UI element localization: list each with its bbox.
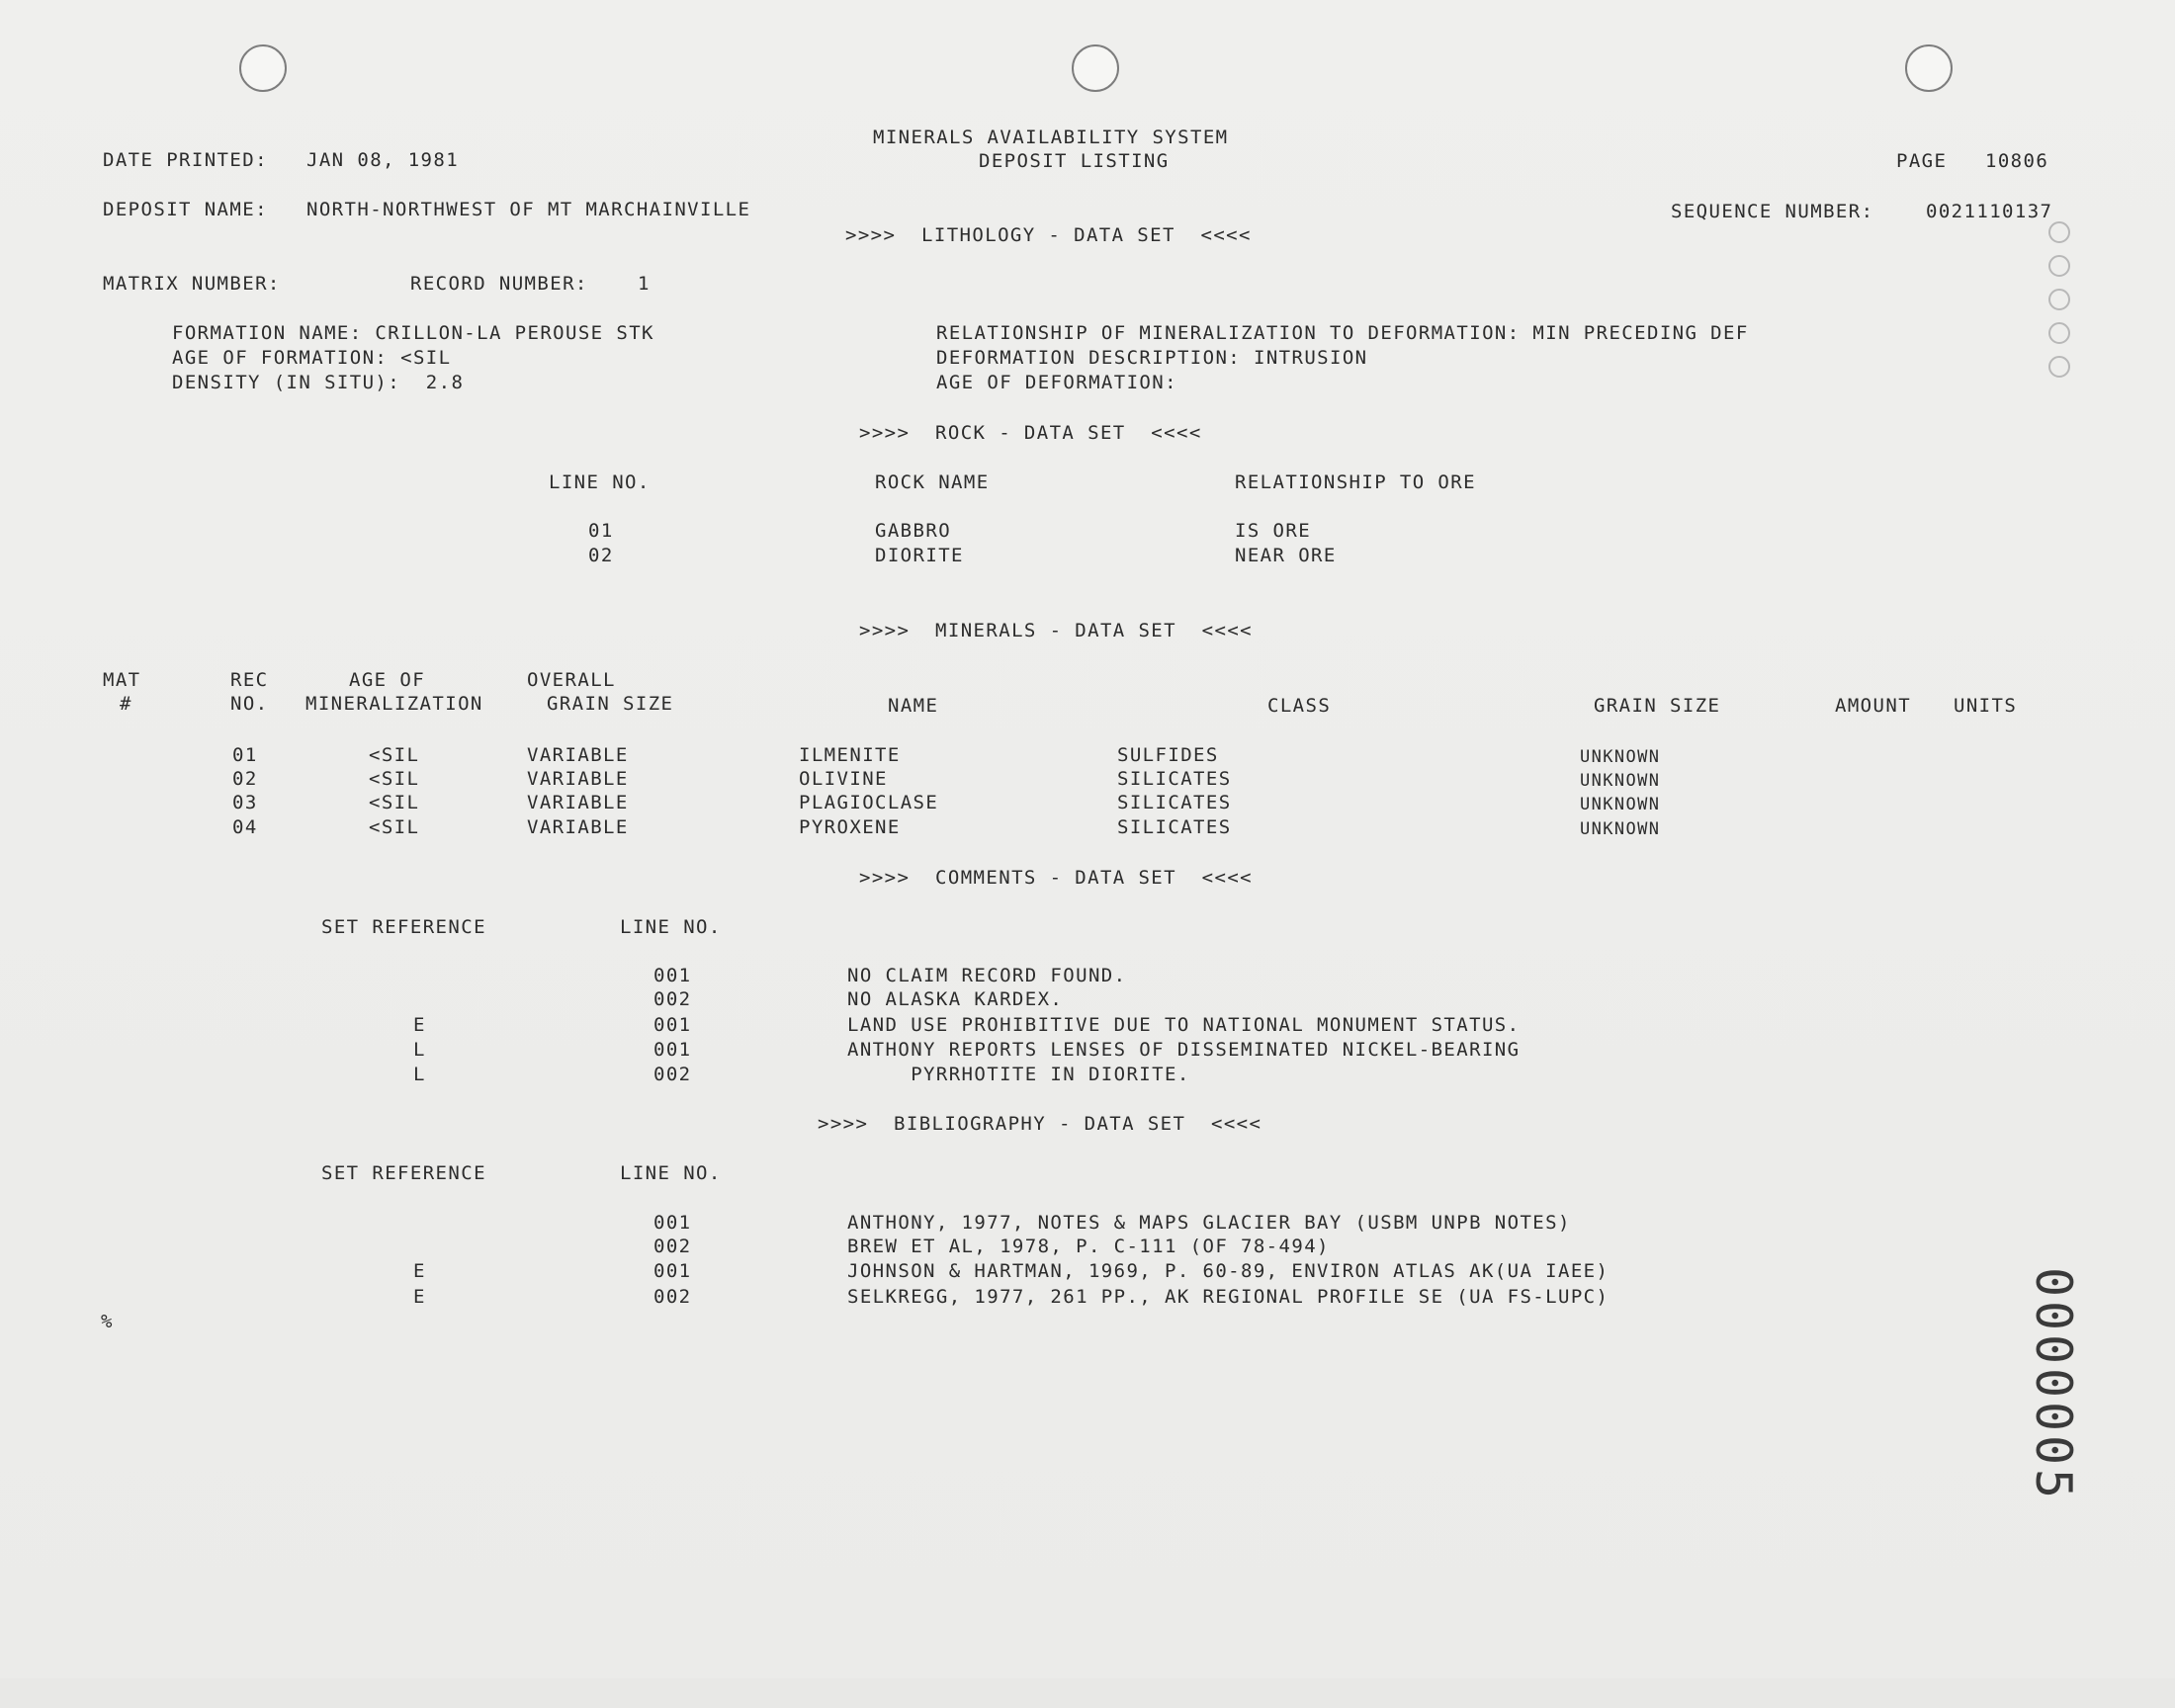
comment-line-no: 001 (653, 1014, 692, 1036)
bib-text: JOHNSON & HARTMAN, 1969, P. 60-89, ENVIRON ATLAS AK(UA IAEE) (847, 1260, 1610, 1282)
system-title: MINERALS AVAILABILITY SYSTEM (873, 127, 1229, 148)
punch-hole-left (239, 44, 287, 92)
mineral-rec-no: 01 (232, 744, 258, 766)
comment-line-no: 002 (653, 988, 692, 1010)
minerals-col-rec: REC (230, 669, 269, 691)
comment-line-no: 001 (653, 965, 692, 986)
rock-name: DIORITE (875, 545, 964, 566)
comments-col-line-no: LINE NO. (620, 916, 722, 938)
minerals-col-mat-hash: # (120, 693, 132, 715)
minerals-col-rec-no: NO. (230, 693, 269, 715)
mineral-rec-no: 03 (232, 792, 258, 813)
comment-text: ANTHONY REPORTS LENSES OF DISSEMINATED NICKEL-BEARING (847, 1039, 1521, 1061)
page-number: 10806 (1985, 150, 2049, 172)
mineral-name: ILMENITE (799, 744, 901, 766)
comments-section-title: >>>> COMMENTS - DATA SET <<<< (859, 867, 1254, 889)
bib-line-no: 002 (653, 1236, 692, 1257)
comment-set-ref: E (413, 1014, 426, 1036)
comment-line-no: 001 (653, 1039, 692, 1061)
mineral-name: OLIVINE (799, 768, 888, 790)
stamp-digit: 0 (2025, 1333, 2082, 1365)
rock-line-no: 02 (588, 545, 614, 566)
stamp-digit: 0 (2025, 1401, 2082, 1432)
rock-col-line-no: LINE NO. (549, 471, 651, 493)
bib-text: ANTHONY, 1977, NOTES & MAPS GLACIER BAY (USBM UNPB NOTES) (847, 1212, 1571, 1234)
film-frame-stamp (2025, 1265, 2096, 1502)
minerals-section-title: >>>> MINERALS - DATA SET <<<< (859, 620, 1254, 641)
rock-relationship: NEAR ORE (1235, 545, 1337, 566)
comment-set-ref: L (413, 1064, 426, 1085)
comment-set-ref: L (413, 1039, 426, 1061)
mineral-class: SILICATES (1117, 792, 1232, 813)
mineral-overall-grain: VARIABLE (527, 744, 629, 766)
mineral-rec-no: 02 (232, 768, 258, 790)
age-of-formation: AGE OF FORMATION: <SIL (172, 347, 452, 369)
stamp-digit: 0 (2025, 1434, 2082, 1466)
comments-col-set-reference: SET REFERENCE (321, 916, 486, 938)
mineralization-relationship: RELATIONSHIP OF MINERALIZATION TO DEFORMATION: MIN PRECEDING DEF (936, 322, 1749, 344)
mineral-grain-size: UNKNOWN (1580, 795, 1661, 814)
sequence-number-value: 0021110137 (1926, 201, 2053, 222)
rock-relationship: IS ORE (1235, 520, 1312, 542)
comment-text: NO CLAIM RECORD FOUND. (847, 965, 1127, 986)
rock-name: GABBRO (875, 520, 952, 542)
record-number-label: RECORD NUMBER: (410, 273, 588, 295)
bib-text: BREW ET AL, 1978, P. C-111 (OF 78-494) (847, 1236, 1330, 1257)
punch-hole-right (1905, 44, 1953, 92)
bib-line-no: 001 (653, 1260, 692, 1282)
rock-section-title: >>>> ROCK - DATA SET <<<< (859, 422, 1202, 444)
mineral-overall-grain: VARIABLE (527, 768, 629, 790)
mineral-grain-size: UNKNOWN (1580, 771, 1661, 791)
bib-set-ref: E (413, 1286, 426, 1308)
minerals-col-class: CLASS (1267, 695, 1332, 717)
stamp-digit: 0 (2025, 1266, 2082, 1298)
mineral-age: <SIL (369, 768, 420, 790)
minerals-col-overall: OVERALL (527, 669, 616, 691)
mineral-class: SULFIDES (1117, 744, 1219, 766)
bib-line-no: 002 (653, 1286, 692, 1308)
deposit-name-label: DEPOSIT NAME: (103, 199, 268, 220)
mineral-class: SILICATES (1117, 816, 1232, 838)
sprocket-marks (2048, 221, 2070, 389)
minerals-col-mat: MAT (103, 669, 141, 691)
minerals-col-mineralization: MINERALIZATION (305, 693, 483, 715)
minerals-col-name: NAME (888, 695, 939, 717)
mineral-overall-grain: VARIABLE (527, 792, 629, 813)
rock-line-no: 01 (588, 520, 614, 542)
bibliography-col-line-no: LINE NO. (620, 1162, 722, 1184)
matrix-number-label: MATRIX NUMBER: (103, 273, 281, 295)
formation-name: FORMATION NAME: CRILLON-LA PEROUSE STK (172, 322, 654, 344)
page-label: PAGE (1896, 150, 1948, 172)
comment-line-no: 002 (653, 1064, 692, 1085)
comment-text: PYRRHOTITE IN DIORITE. (847, 1064, 1190, 1085)
comment-text: NO ALASKA KARDEX. (847, 988, 1064, 1010)
density-in-situ: DENSITY (IN SITU): 2.8 (172, 372, 465, 393)
sequence-number-label: SEQUENCE NUMBER: (1671, 201, 1874, 222)
mineral-age: <SIL (369, 816, 420, 838)
listing-title: DEPOSIT LISTING (979, 150, 1170, 172)
bibliography-section-title: >>>> BIBLIOGRAPHY - DATA SET <<<< (818, 1113, 1262, 1135)
stamp-digit: 0 (2025, 1367, 2082, 1399)
minerals-col-amount: AMOUNT (1835, 695, 1912, 717)
mineral-age: <SIL (369, 744, 420, 766)
record-number-value: 1 (638, 273, 651, 295)
deposit-name-value: NORTH-NORTHWEST OF MT MARCHAINVILLE (306, 199, 751, 220)
deformation-description: DEFORMATION DESCRIPTION: INTRUSION (936, 347, 1368, 369)
age-of-deformation: AGE OF DEFORMATION: (936, 372, 1177, 393)
stamp-digit: 5 (2025, 1468, 2082, 1499)
comment-text: LAND USE PROHIBITIVE DUE TO NATIONAL MONUMENT STATUS. (847, 1014, 1521, 1036)
bib-text: SELKREGG, 1977, 261 PP., AK REGIONAL PROFILE SE (UA FS-LUPC) (847, 1286, 1610, 1308)
mineral-rec-no: 04 (232, 816, 258, 838)
bibliography-col-set-reference: SET REFERENCE (321, 1162, 486, 1184)
minerals-col-age-of: AGE OF (349, 669, 426, 691)
mineral-grain-size: UNKNOWN (1580, 819, 1661, 839)
date-printed-label: DATE PRINTED: (103, 149, 268, 171)
stamp-digit: 0 (2025, 1300, 2082, 1331)
mineral-name: PYROXENE (799, 816, 901, 838)
bib-line-no: 001 (653, 1212, 692, 1234)
lithology-section-title: >>>> LITHOLOGY - DATA SET <<<< (845, 224, 1252, 246)
end-of-listing-mark: % (101, 1311, 114, 1332)
mineral-name: PLAGIOCLASE (799, 792, 939, 813)
rock-col-relationship: RELATIONSHIP TO ORE (1235, 471, 1476, 493)
rock-col-rock-name: ROCK NAME (875, 471, 990, 493)
date-printed-value: JAN 08, 1981 (306, 149, 460, 171)
mineral-overall-grain: VARIABLE (527, 816, 629, 838)
bib-set-ref: E (413, 1260, 426, 1282)
mineral-grain-size: UNKNOWN (1580, 747, 1661, 767)
mineral-class: SILICATES (1117, 768, 1232, 790)
punch-hole-center (1072, 44, 1119, 92)
minerals-col-units: UNITS (1954, 695, 2018, 717)
mineral-age: <SIL (369, 792, 420, 813)
minerals-col-overall-grain: GRAIN SIZE (547, 693, 674, 715)
minerals-col-grain-size: GRAIN SIZE (1594, 695, 1721, 717)
